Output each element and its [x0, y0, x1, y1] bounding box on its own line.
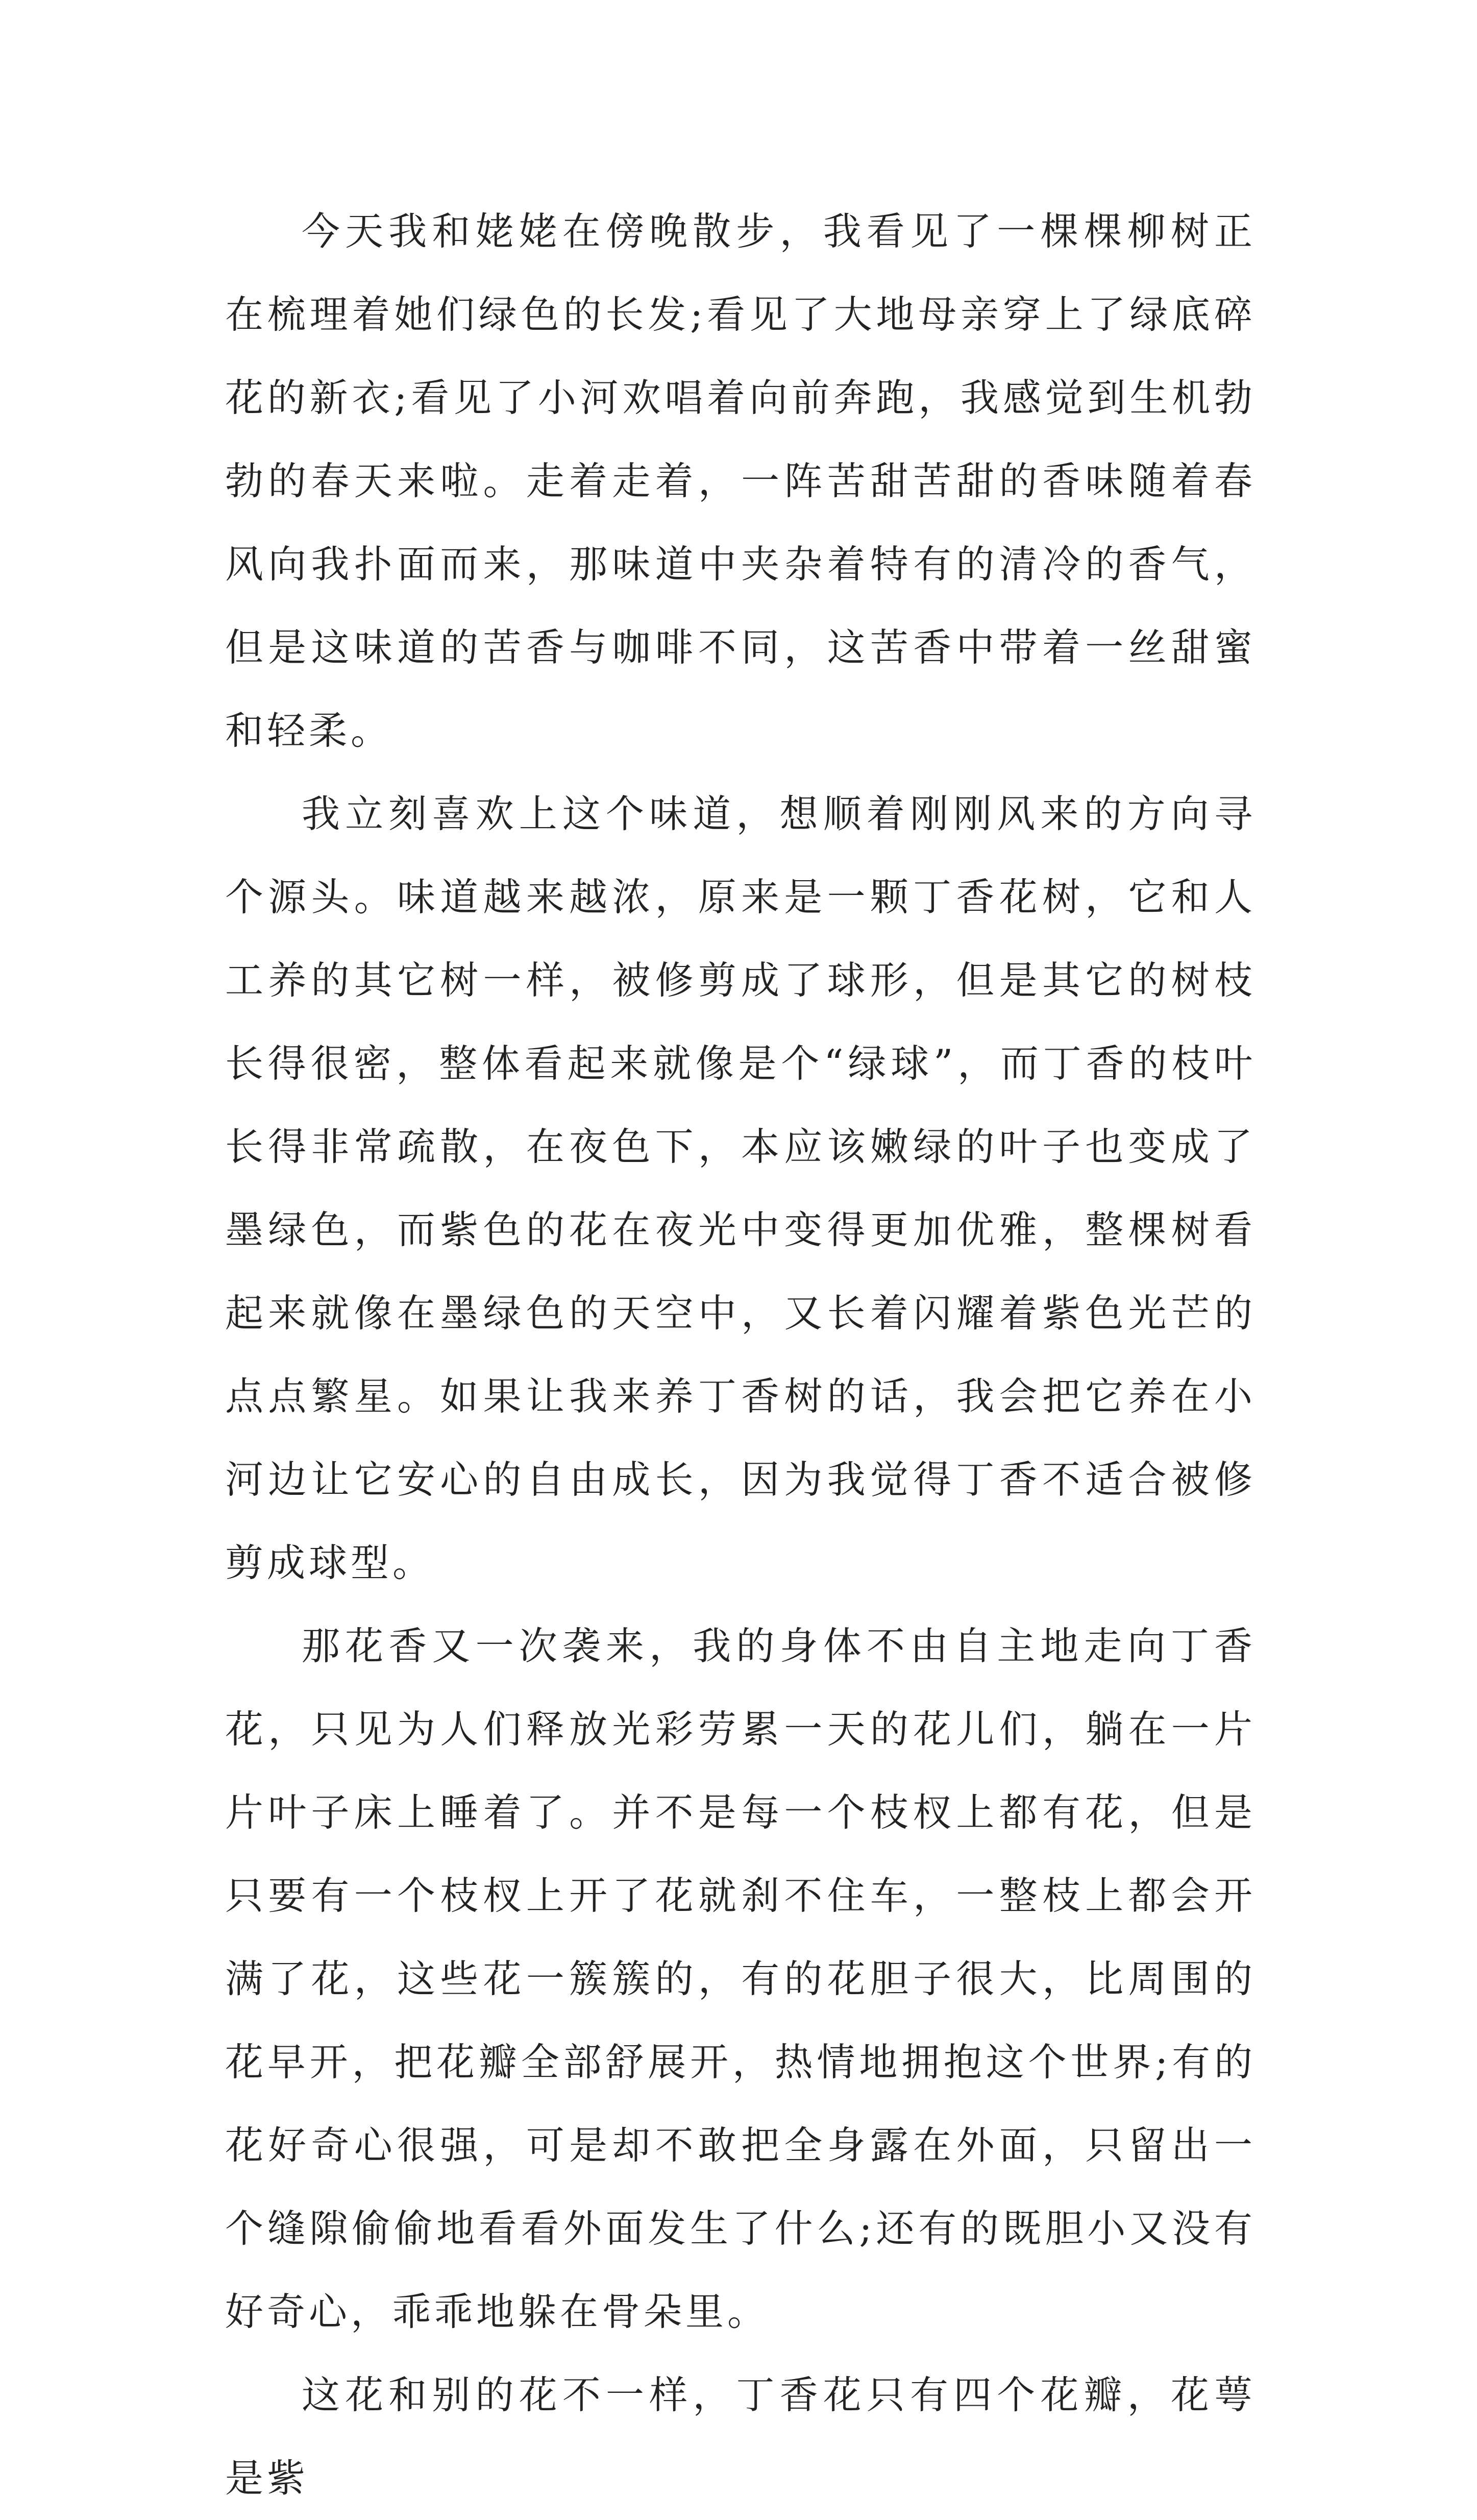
paragraph-2: 我立刻喜欢上这个味道，想顺着刚刚风来的方向寻个源头。味道越来越浓，原来是一颗丁香花树，它和人工养的其它树一样，被修剪成了球形，但是其它的树枝长得很密，整体看起来就像是个“绿球”，而丁香的枝叶长得非常疏散，在夜色下，本应该嫩绿的叶子也变成了墨绿色，而紫色的花在夜光中变得更加优雅，整棵树看起来就像在墨绿色的天空中，又长着闪耀着紫色光芒的点点繁星。如果让我来养丁香树的话，我会把它养在小河边让它安心的自由成长，因为我觉得丁香不适合被修剪成球型。	[225, 791, 1256, 1585]
paragraph-3: 那花香又一次袭来，我的身体不由自主地走向丁香花，只见为人们释放光彩劳累一天的花儿们，躺在一片片叶子床上睡着了。并不是每一个枝杈上都有花，但是只要有一个枝杈上开了花就刹不住车，一整枝上都会开满了花，这些花一簇簇的，有的花胆子很大，比周围的花早开，把花瓣全部舒展开，热情地拥抱这个世界;有的花好奇心很强，可是却不敢把全身露在外面，只留出一个缝隙偷偷地看看外面发生了什么;还有的既胆小又没有好奇心，乖乖地躲在骨朵里。	[225, 1624, 1256, 2334]
document-body	[225, 190, 1256, 2520]
paragraph-4: 这花和别的花不一样，丁香花只有四个花瓣，花萼是紫	[225, 2372, 1256, 2501]
paragraph-1: 今天我和姥姥在傍晚散步，我看见了一棵棵柳树正在梳理着她们绿色的长发;看见了大地母亲穿上了绿底碎花的新衣;看见了小河欢唱着向前奔跑，我感觉到生机勃勃的春天来啦。走着走着，一阵苦甜苦甜的香味随着春风向我扑面而来，那味道中夹杂着特有的清冷的香气，但是这味道的苦香与咖啡不同，这苦香中带着一丝甜蜜和轻柔。	[225, 209, 1256, 753]
